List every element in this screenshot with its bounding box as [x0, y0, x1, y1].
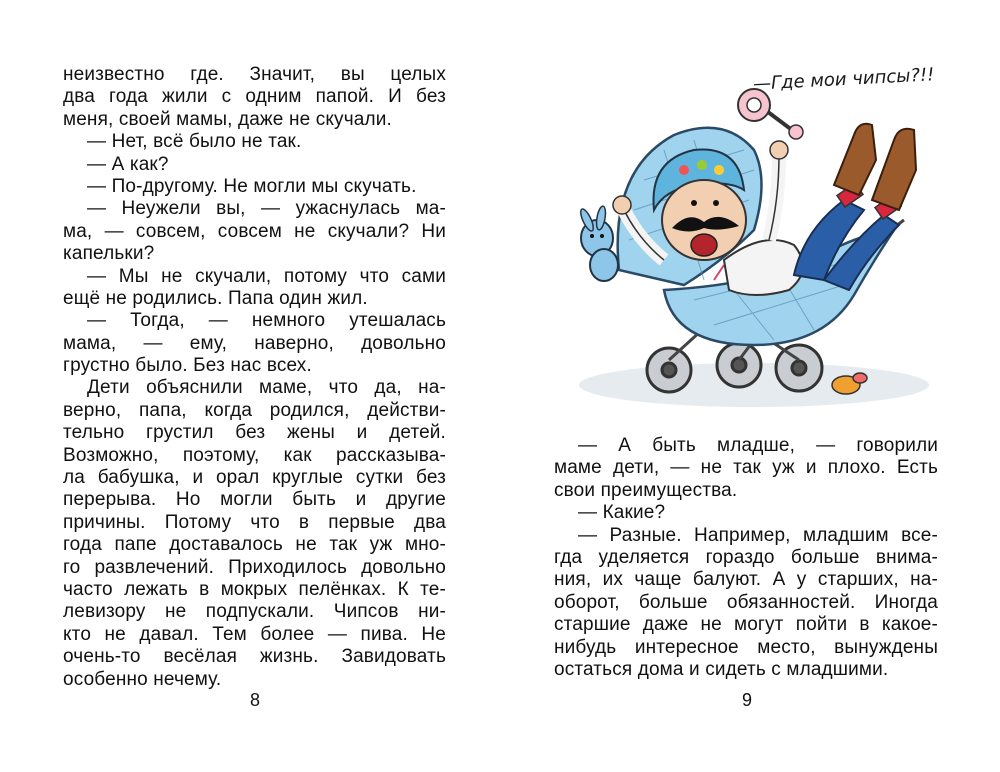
text-line: нибудь интересное место, вынуждены [554, 636, 938, 658]
text-line: тельно грустил без жены и детей. [63, 422, 446, 444]
text-line: Возможно, поэтому, как рассказыва- [63, 444, 446, 466]
text-line: Дети объяснили маме, что да, на- [87, 377, 446, 399]
text-line: два года жили с одним папой. И без [63, 86, 446, 108]
text-line: — А как? [87, 153, 169, 175]
text-line: кто не давал. Тем более — пива. Не [63, 623, 446, 645]
left-text-column [63, 64, 446, 691]
text-line: — Нет, всё было не так. [87, 131, 302, 153]
text-line: — Разные. Например, младшим все- [578, 524, 938, 546]
text-line: — А быть младше, — говорили [578, 435, 938, 456]
left-boot [834, 124, 876, 195]
text-line: — Тогда, — немного утешалась [87, 310, 446, 332]
text-line: — Какие? [578, 502, 666, 524]
text-line: особенно нечему. [63, 668, 222, 690]
text-line: оборот, больше обязанностей. Иногда [554, 591, 938, 613]
text-line: маме дети, — не так уж и плохо. Есть [554, 457, 938, 479]
baby-in-stroller-illustration [554, 60, 994, 420]
right-boot [872, 129, 916, 210]
illustration-caption: —Где мои чипсы?!! [752, 64, 935, 95]
text-line: свои преимущества. [554, 479, 738, 501]
text-line: года папе доставалось не так уж мно- [63, 534, 446, 556]
text-line: капельки? [63, 243, 155, 265]
text-line: неизвестно где. Значит, вы целых [63, 64, 446, 85]
bunny-toy [578, 205, 618, 281]
text-line: ла бабушка, и орал круглые сутки без [63, 467, 446, 489]
text-line: грустно было. Без нас всех. [63, 355, 312, 377]
text-line: — Мы не скучали, потому что сами [87, 265, 446, 287]
stroller-wheels [647, 343, 822, 392]
text-line: верно, папа, когда родился, действи- [63, 399, 446, 421]
page-number: 8 [249, 690, 260, 710]
text-line: — По-другому. Не могли мы скучать. [87, 175, 417, 197]
right-arm [769, 155, 779, 240]
text-line: ма, — совсем, совсем не скучали? Ни [63, 220, 446, 242]
text-line: очень-то весёлая жизнь. Завидовать [63, 646, 446, 668]
text-line: причины. Потому что в первые два [63, 511, 446, 533]
text-line: гда уделяется гораздо больше внима- [554, 546, 938, 568]
text-line: мама, — ему, наверно, довольно [63, 332, 446, 354]
text-line: старшие даже не могут пойти в какое- [554, 614, 938, 636]
right-text-column [554, 435, 938, 681]
text-line: ещё не родились. Папа один жил. [63, 287, 368, 309]
text-line: остаться дома и сидеть с младшими. [554, 658, 889, 680]
right-page [500, 0, 1000, 772]
text-line: ния, их чаще балуют. А у старших, на- [554, 569, 938, 591]
text-line: меня, своей мамы, даже не скучали. [63, 108, 392, 130]
text-line: часто лежать в мокрых пелёнках. К те- [63, 578, 446, 600]
rattle-toy [738, 89, 803, 139]
page-number: 9 [741, 690, 752, 710]
text-line: — Неужели вы, — ужаснулась ма- [87, 198, 446, 220]
text-line: го развлечений. Приходилось довольно [63, 556, 446, 578]
text-line: левизору не подпускали. Чипсов ни- [63, 601, 446, 623]
text-line: перерыва. Но могли быть и другие [63, 489, 446, 511]
